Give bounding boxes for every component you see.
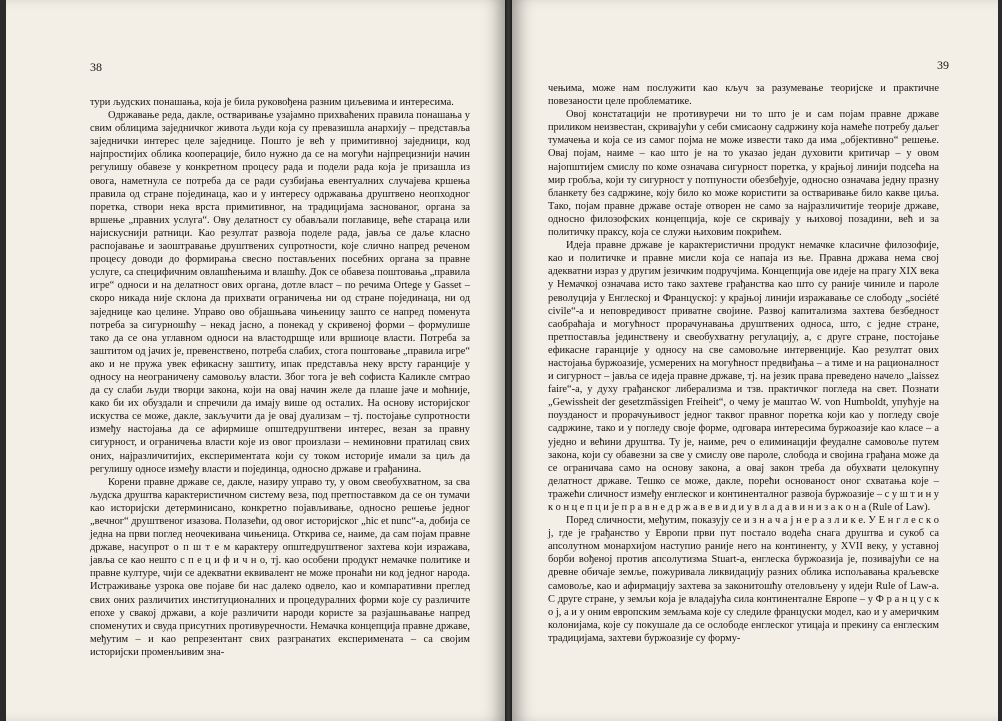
right-page	[512, 0, 998, 721]
body-text	[90, 96, 470, 659]
paragraph: Корени правне државе се, дакле, назиру управо ту, у овом свеобухватном, за сва људска друштва карактеристичном систему веза, под претпоставком да се он тумачи као историјски детерминисано, конкретно појављивање, односно решење једног „вечног“ друштвеног изазова. Полазећи, од овог историјског „hic et nunc“-а, добија се једна на први поглед неочекивана чињеница. Открива се, наиме, да сам појам правне државе, насупрот о п ш т е м карактеру општедруштвеног захтева који изражава, јавља се као нешто с п е ц и ф и ч н о, тј. као особени продукт немачке политике и правне културе, чији се адекватни еквивалент не може пронаћи ни код једног народа. Истраживање узрока ове појаве би нас далеко одвело, као и компаративни преглед свих оних различитих институционалних и процедуралних форми које су различите епохе у свакој држави, а које различити народи користе за разјашњавање напред споменутих и свуда присутних противуречности. Немачка концепција правне државе, међутим – и као репрезентант свих разгранатих експеримената – са својим историјски променљивим зна-	[90, 476, 470, 658]
paragraph: Овој констатацији не противуречи ни то што је и сам појам правне државе приликом неизвестан, скривајући у себи смисаону садржину која намеће потребу даљег тумачења и која се из самог појма не може извести тако да има „објективно“ решење. Овај појам, наиме – као што је на то указао један духовити критичар – у овом најопштијем смислу по коме означава сигурност поретка, у крајњој линији подсећа на мир гробља, који ту сигурност у потпуности обезбеђује, односно означава једну празну бланкету без садржине, коју било ко може користити за остваривање било какве циља. Тако, појам правне државе остаје отворен не само за најразличитије теорије државе, односно филозофских концепција, које се скривају у њиховој позадини, већ и за политичку праксу, која се служи њиховим покрићем.	[548, 109, 939, 239]
book-spine	[505, 0, 512, 721]
paragraph: Одржавање реда, дакле, остваривање узајамно прихваћених правила понашања у свим облицима заједничког живота људи која су превазишла анархију – представља заједнички интерес целе заједнице. Пошто је већ у примитивној заједници, код најпростијих облика кооперације, било нужно да се на могући најпрецизнији начин регулишу обавезе у конкретном процесу рада и подели рада која је призашла из овога, наметнула се потреба да се ради сузбијања евентуалних случајева кршења правила од стране појединаца, као и у интересу одржавања друштвено неопходног поретка, створи нека врста примитивног, на традицијама заснованог, органа за вршење „правних услуга“. Ову делатност су обављали поглавице, веће стараца или најискуснији ратници. Као резултат развоја поделе рада, јавља се даље класно распојавање и заоштравање друштвених супротности, које слично напред реченом процесу доводи до формирања свесно постављених посебних органа за правне услуге, са специфичним овлашћењима и влашћу. Док се обавеза поштовања „правила игре“ односи и на делатност ових органа, дотле власт – по речима Ortege y Gasset – скоро никада није склона да прихвати ограничења ни од стране појединаца, ни од заједнице као целине. Управо ово објашњава чињеницу зашто се напред поменута потреба за сигурношћу – некад јасно, а понекад у скривеној форми – формулише тако да се она углавном односи на властодршце или вршиоце власти. Потреба за заштитом од јачих је, превенствено, потреба слабих, стога поштовање „правила игре“ ако и не пружа увек ефикасну заштиту, ипак представља неку врсту гаранције у односу на неограничену самовољу власти. Због тога је већ софиста Каликле смтрао да су слаби људи творци закона, који на овај начин желе да плаше јаче и моћније, како би их обуздали и спречили да имају више од осталих. На основу историјског искуства се може, дакле, закључити да је овај дуализам – тј. постојање супротности између настојања да се афирмише општедруштвени интерес, везан за правну сигурност, и ограничења власти које из овог произлази – неминовни пратилац свих оних, најразличитијих, експериментата који су током историје имали за циљ да регулишу односе између власти и појединца, односно државе и грађанина.	[90, 110, 470, 475]
paragraph: тури људских понашања, која је била руковођена разним циљевима и интересима.	[90, 97, 454, 108]
paragraph: Поред сличности, међутим, показују се и з н а ч а ј н е р а з л и к е. У Е н г л е с к о ј, где је грађанство у Европи први пут постало водећа снага друштва и сукоб са апсолутном монархијом наступио раније него на континенту, у XVII веку, у уставној борби вођеној против апсолутизма Stuart-а, енглеска буржоазија је, позивајући се на древне обичаје земље, пожуривала ликвидацију разних облика испољавања краљевске самовоље, као и афирмацију захтева за законитошћу отеловљену у идеји Rule of Law-а. С друге стране, у земљи која је владајућа сила континенталне Европе – у Ф р а н ц у с к о ј, а и у оним европским земљама које су следиле француски модел, као и у америчким колонијама, које су покушале да се ослободе енглеског утицаја и прекину са енглеским традицијама, захтеви буржоазије су форму-	[548, 515, 939, 644]
page-number: 39	[937, 58, 949, 72]
paragraph: чењима, може нам послужити као кључ за разумевање теоријске и практичне повезаности целе проблематике.	[548, 83, 939, 108]
left-page	[6, 0, 505, 721]
paragraph: Идеја правне државе је карактеристични продукт немачке класичне филозофије, као и политичке и правне мисли која се напаја из ње. Правна држава нема свој адекватни израз у другим језичким подручјима. Концепција ове идеје на прагу XIX века у Немачкој означава исто тако захтеве грађанства као што су раније чиниле и пароле револуција у Енглеској и Француској: у крајњој линији изражавање се слободу „société civile“-а и неповредивост приватне својине. Развој капитализма захтева безбедност саобраћаја и могућност прорачунавања друштвених односа, што, с једне стране, претпоставља јединствену и свеобухватну регулацију, а, с друге стране, постојање ефикасне гаранције у односу на све самовољне интервенције. Као резултат ових настојања буржоазије, усмерених на могућност предвиђања – а тиме и на рационалност и сигурност – јавља се идеја правне државе, тј. на језик права преведено начело „laissez faire“-а, у духу грађанског либерализма и тзв. практичког погледа на свет. Познати „Gewissheit der gesetzmässigen Freiheit“, о чему је маштао W. von Humboldt, упућује на поузданост и прорачуњивост једног таквог правног поретка који као у погледу своје садржине, тако и у погледу своје форме, одговара интересима буржоазије као класе – а уједно и већини друштва. Ту је, наиме, реч о елиминацији феудалне самовоље путем закона, који су обавезни за све у смислу ове пароле, слобода и својина грађана може да се ограничава само на основу закона, а овај закон треба да обухвати целокупну делатност државе. Тешко се може, дакле, порећи основаност оног схватања које – тражећи сличност између енглеског и континенталног развоја буржоазије – с у ш т и н у к о н ц е п ц и је п р а в н е д р ж а в е в и д и у в л а д а в и н и з а к о н а (Rule of Law).	[548, 240, 939, 513]
page-number: 38	[90, 60, 102, 74]
body-text	[548, 82, 939, 645]
